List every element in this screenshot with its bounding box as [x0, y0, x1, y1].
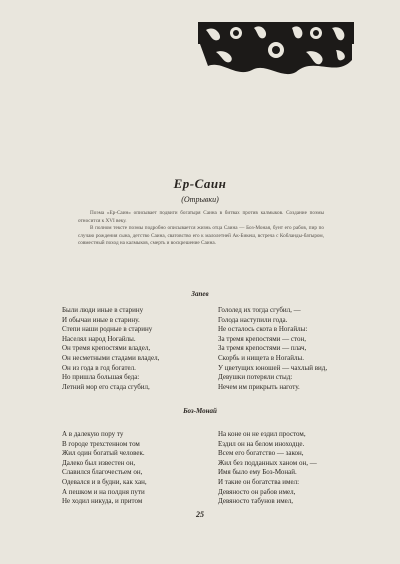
- verse-line: Жил один богатый человек.: [62, 449, 145, 458]
- verse-line: Но пришла большая беда:: [62, 373, 140, 382]
- verse-line: Не ходил никуда, и притом: [62, 497, 143, 506]
- verse-line: В городе трехстенном том: [62, 439, 140, 448]
- verse-line: Степи наши родные в старину: [62, 325, 153, 334]
- poem-subtitle: (Отрывки): [181, 195, 219, 204]
- verse-line: Скорбь и нищета в Ногайлы.: [218, 353, 304, 362]
- verse-line: Нечем им прикрыть наготу.: [218, 382, 300, 391]
- decorative-ornament: [196, 20, 356, 80]
- verse-line: Одевался и в будни, как хан,: [62, 477, 147, 486]
- verse-column-left: [62, 430, 147, 507]
- verse-line: На коне он не ездил простом,: [218, 430, 306, 438]
- verse-line: И обычаи иные в старину.: [62, 315, 140, 324]
- verse-line: За тремя крепостями — плач,: [218, 344, 307, 353]
- verse-line: Он тремя крепостями владел,: [62, 344, 151, 353]
- section-title-zapev: Запев: [191, 290, 209, 298]
- verse-line: Девяносто он рабов имел,: [218, 487, 296, 496]
- verse-line: Ездил он на белом иноходце.: [218, 439, 305, 448]
- verse-column-right: [218, 430, 317, 507]
- intro-paragraph: В полном тексте поэмы подробно описывается жизнь отца Саина — Боз-Моная, бунт его рабов, пир по случаю рождения сына, детство Саина, сватовство его к малолетней Ак-Бикеш, встреча с Кобланды-батыром, совместный поход на калмыков, смерть и воскрешение Саина.: [78, 225, 324, 247]
- poem-title: Ер-Саин: [173, 176, 227, 191]
- verse-column-right: [218, 306, 327, 392]
- verse-line: Девяносто табунов имел,: [218, 497, 294, 506]
- verse-line: А пешком и на полдня пути: [62, 487, 145, 496]
- verse-line: Славился благочестьем он,: [62, 468, 143, 477]
- verse-line: И такие он богатства имел:: [218, 477, 300, 486]
- verse-line: Были люди иные в старину: [62, 306, 144, 314]
- verse-line: Всем его богатство — закон,: [218, 449, 304, 458]
- verse-line: Голода наступили года.: [218, 315, 288, 324]
- verse-line: Он из года в год богател.: [62, 363, 136, 372]
- verse-line: Он несметными стадами владел,: [62, 353, 160, 362]
- verse-line: Летний мор его стада сгубил,: [62, 382, 150, 391]
- page-number: 25: [196, 510, 204, 519]
- verse-line: Девушки потеряли стыд:: [218, 373, 293, 382]
- verse-line: Гололед их тогда сгубил, —: [218, 306, 301, 314]
- section-title-boz-monai: Боз-Монай: [183, 407, 217, 415]
- verse-line: Имя было ему Боз-Монай.: [218, 468, 297, 477]
- verse-line: Далеко был известен он,: [62, 458, 136, 467]
- verse-line: Не осталось скота в Ногайлы:: [218, 325, 308, 334]
- intro-text: [78, 210, 324, 248]
- verse-line: Жил без подданных ханом он, —: [218, 458, 317, 467]
- verse-line: У цветущих юношей — чахлый вид,: [218, 363, 328, 372]
- verse-line: Населял народ Ногайлы.: [62, 334, 136, 343]
- verse-line: За тремя крепостями — стон,: [218, 334, 306, 343]
- intro-paragraph: Поэма «Ер-Саин» описывает подвиги богатыря Саина в битвах против калмыков. Создание поэмы относится к XVI веку.: [78, 210, 324, 224]
- verse-column-left: [62, 306, 159, 392]
- verse-line: А в далекую пору ту: [62, 430, 124, 438]
